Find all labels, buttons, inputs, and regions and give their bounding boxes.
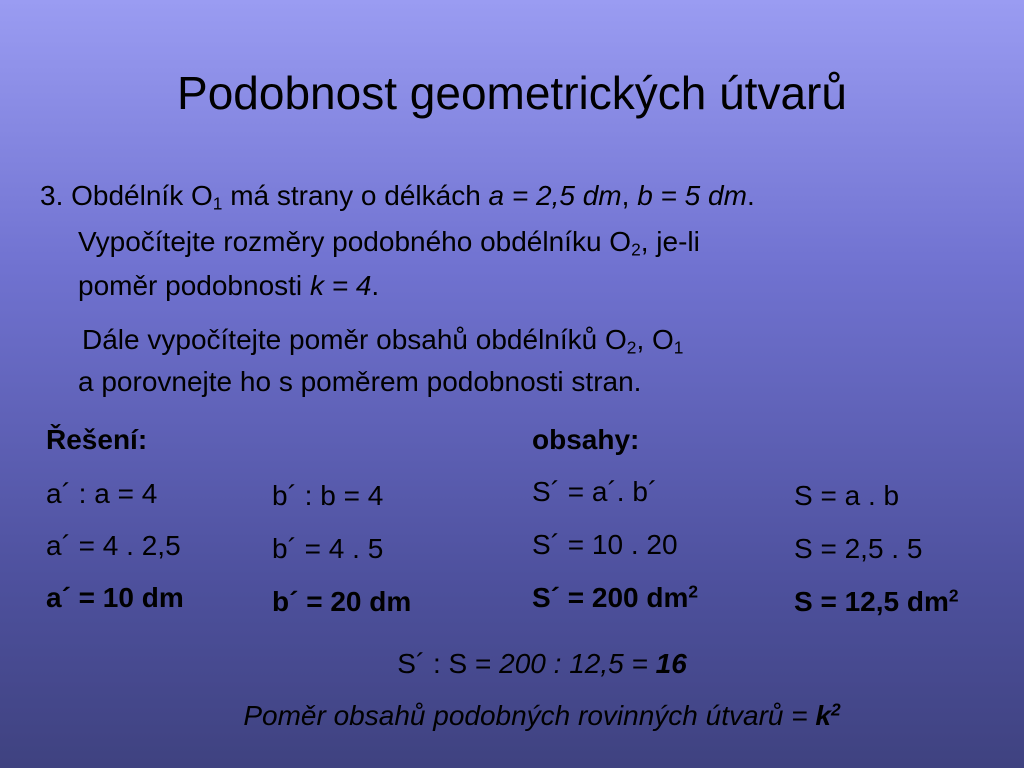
task-line-1-mid: má strany o délkách [222, 180, 489, 211]
s2-step-1: S´ = a´. b´ [532, 476, 658, 507]
task-line-3 [78, 270, 379, 302]
task-line-4-sub2: 1 [673, 337, 684, 358]
task-line-1-end: . [746, 180, 755, 211]
conclusion-line [0, 700, 1024, 732]
task-line-1-comma: , [621, 180, 638, 211]
s-step-2: S = 2,5 . 5 [794, 533, 923, 564]
s2-result-text: S´ = 200 dm [532, 582, 689, 613]
s-result-text: S = 12,5 dm [794, 586, 949, 617]
conclusion-k: k [815, 700, 831, 731]
s-result [794, 586, 959, 618]
task-line-2-end: , je-li [640, 226, 700, 257]
s-result-exp: 2 [948, 585, 959, 606]
task-line-4 [82, 324, 683, 356]
side-b: b = 5 dm [637, 180, 747, 211]
solution-heading: Řešení: [46, 424, 148, 455]
conclusion-exp: 2 [830, 699, 841, 720]
task-line-5: a porovnejte ho s poměrem podobnosti stran. [78, 366, 642, 397]
ratio-line [0, 648, 1024, 680]
task-line-2-prefix: Vypočítejte rozměry podobného obdélníku O [78, 226, 632, 257]
side-a: a = 2,5 dm [488, 180, 622, 211]
task-line-4-sub1: 2 [626, 337, 637, 358]
ratio-expr: 200 : 12,5 = [499, 648, 656, 679]
a-step-1: a´ : a = 4 [46, 478, 158, 509]
s-step-1: S = a . b [794, 480, 900, 511]
task-line-4-mid: , O [636, 324, 674, 355]
slide-title: Podobnost geometrických útvarů [177, 67, 847, 119]
ratio-result: 16 [655, 648, 687, 679]
b-step-1: b´ : b = 4 [272, 480, 384, 511]
task-line-1 [40, 180, 755, 212]
task-line-1-prefix: 3. Obdélník O [40, 180, 213, 211]
task-line-1-sub: 1 [212, 193, 223, 214]
conclusion-text: Poměr obsahů podobných rovinných útvarů = [243, 700, 816, 731]
task-line-3-end: . [371, 270, 380, 301]
task-line-2 [78, 226, 700, 258]
areas-heading: obsahy: [532, 424, 640, 455]
s2-result [532, 582, 698, 614]
s2-step-2: S´ = 10 . 20 [532, 529, 678, 560]
b-result: b´ = 20 dm [272, 586, 412, 617]
ratio-prefix: S´ : S = [397, 648, 500, 679]
s2-result-exp: 2 [688, 581, 699, 602]
task-line-2-sub: 2 [631, 239, 641, 260]
task-line-4-prefix: Dále vypočítejte poměr obsahů obdélníků O [82, 324, 627, 355]
ratio-k: k = 4 [309, 270, 372, 301]
b-step-2: b´ = 4 . 5 [272, 533, 384, 564]
a-step-2: a´ = 4 . 2,5 [46, 530, 181, 561]
a-result: a´ = 10 dm [46, 582, 184, 613]
task-line-3-prefix: poměr podobnosti [78, 270, 310, 301]
